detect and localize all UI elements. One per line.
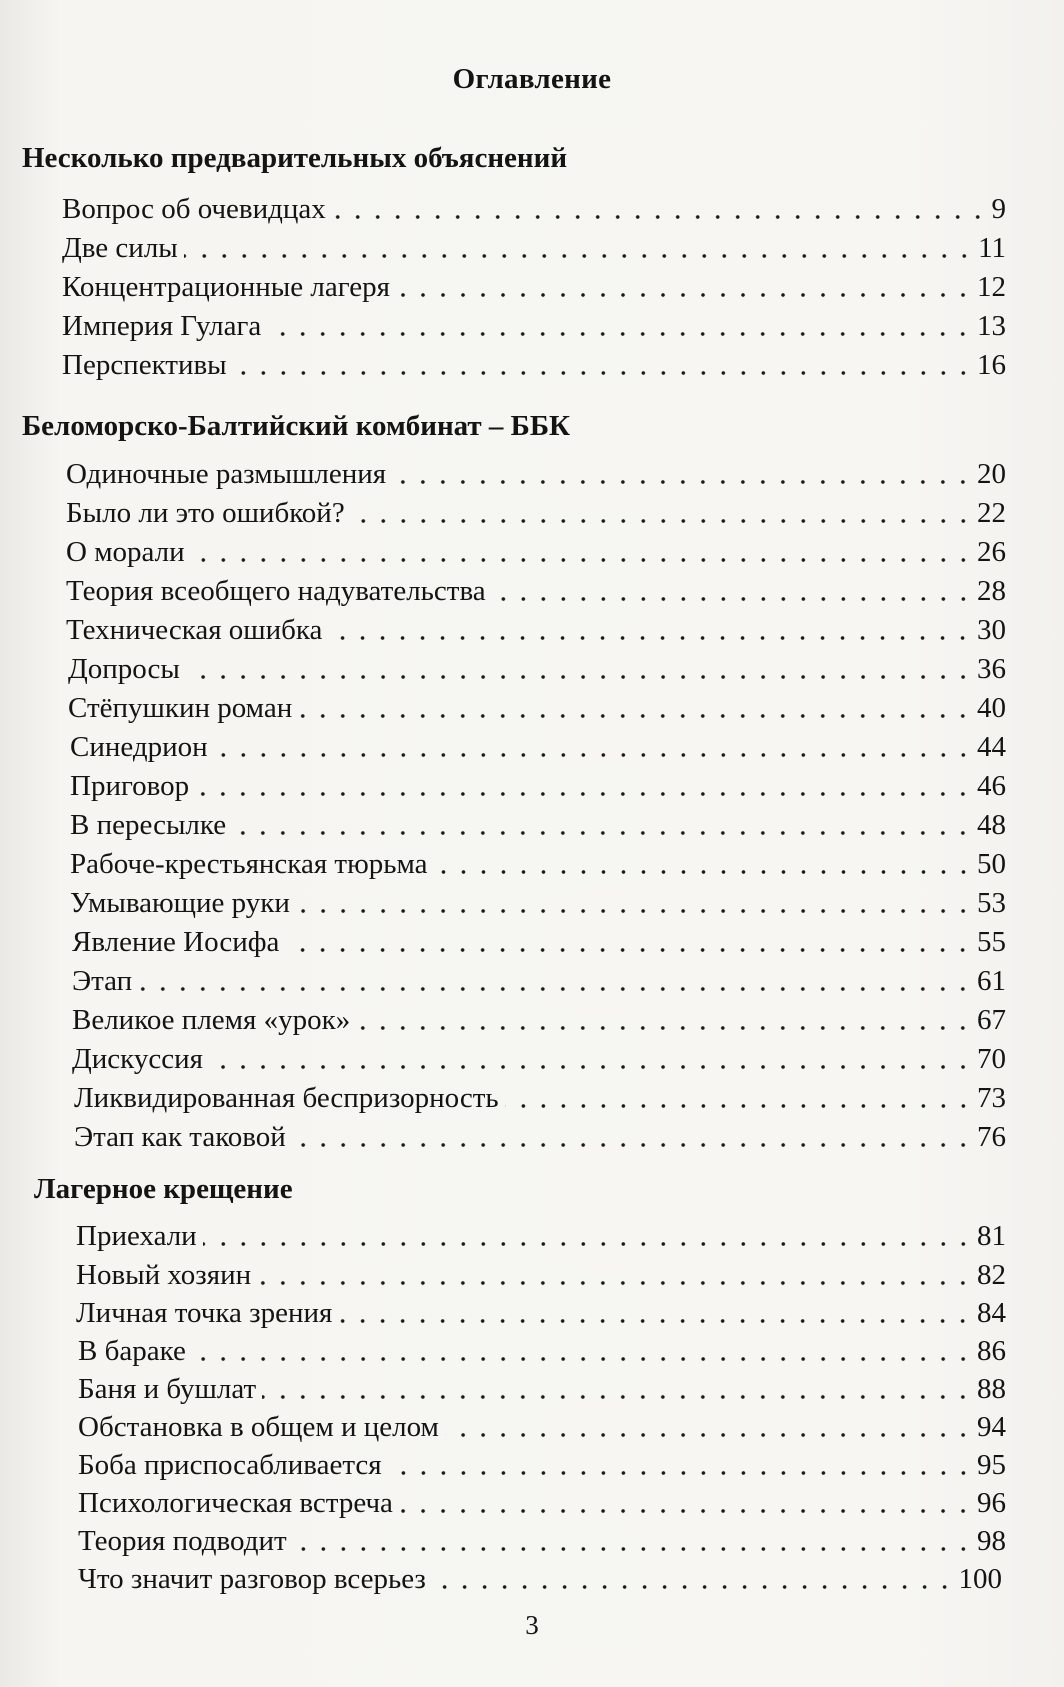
toc-entry-label: Обстановка в общем и целом — [78, 1411, 439, 1443]
toc-entry-label: Перспективы — [62, 349, 227, 381]
toc-entry-label: Теория всеобщего надувательства — [66, 575, 486, 607]
toc-entry-label: Великое племя «урок» — [72, 1004, 351, 1036]
dot-leader — [232, 831, 973, 835]
toc-entry-page: 81 — [977, 1220, 1006, 1252]
toc-entry-page: 82 — [977, 1259, 1006, 1291]
toc-entry[interactable] — [62, 346, 1006, 382]
dot-leader — [262, 1395, 973, 1399]
toc-entry-page: 67 — [977, 1004, 1006, 1036]
toc-entry[interactable] — [78, 1560, 1002, 1596]
dot-leader — [195, 792, 973, 796]
toc-entry[interactable] — [72, 923, 1006, 959]
toc-entry-page: 20 — [977, 458, 1006, 490]
dot-leader — [203, 1242, 973, 1246]
toc-entry-page: 55 — [977, 926, 1006, 958]
dot-leader — [356, 1026, 973, 1030]
toc-entry-page: 9 — [991, 193, 1006, 225]
dot-leader — [505, 1104, 973, 1108]
toc-entry[interactable] — [74, 1079, 1006, 1115]
toc-entry-label: Этап — [72, 965, 133, 997]
dot-leader — [214, 753, 973, 757]
toc-entry-page: 50 — [977, 848, 1006, 880]
dot-leader — [388, 1471, 973, 1475]
toc-entry[interactable] — [70, 845, 1006, 881]
toc-entry[interactable] — [66, 572, 1006, 608]
toc-entry[interactable] — [78, 1446, 1006, 1482]
dot-leader — [396, 293, 973, 297]
dot-leader — [399, 1509, 973, 1513]
toc-entry-page: 22 — [977, 497, 1006, 529]
toc-entry-page: 86 — [977, 1335, 1006, 1367]
toc-entry-page: 53 — [977, 887, 1006, 919]
toc-entry-label: В бараке — [78, 1335, 186, 1367]
toc-entry[interactable] — [78, 1370, 1006, 1406]
toc-entry[interactable] — [70, 767, 1006, 803]
page-title: Оглавление — [452, 63, 612, 95]
toc-entry[interactable] — [66, 494, 1006, 530]
toc-entry[interactable] — [76, 1256, 1006, 1292]
toc-entry-page: 16 — [977, 349, 1006, 381]
toc-entry[interactable] — [68, 689, 1006, 725]
toc-entry-label: Приговор — [70, 770, 190, 802]
section-heading: Несколько предварительных объяснений — [22, 142, 568, 174]
toc-entry-label: Техническая ошибка — [66, 614, 323, 646]
dot-leader — [328, 636, 973, 640]
toc-entry-label: Умывающие руки — [70, 887, 290, 919]
toc-entry[interactable] — [62, 268, 1006, 304]
toc-entry-label: Одиночные размышления — [66, 458, 387, 490]
toc-entry[interactable] — [70, 884, 1006, 920]
toc-entry-page: 96 — [977, 1487, 1006, 1519]
toc-entry[interactable] — [78, 1522, 1006, 1558]
toc-entry[interactable] — [72, 1040, 1006, 1076]
toc-entry-label: Приехали — [76, 1220, 197, 1252]
toc-entry-page: 100 — [958, 1563, 1002, 1595]
toc-entry[interactable] — [62, 229, 1006, 265]
dot-leader — [293, 1547, 973, 1551]
toc-entry-label: Явление Иосифа — [72, 926, 280, 958]
dot-leader — [338, 1319, 973, 1323]
dot-leader — [186, 675, 973, 679]
dot-leader — [445, 1433, 973, 1437]
dot-leader — [184, 254, 974, 258]
toc-entry-label: Новый хозяин — [76, 1259, 252, 1291]
toc-entry-page: 94 — [977, 1411, 1006, 1443]
toc-entry-page: 36 — [977, 653, 1006, 685]
toc-entry-label: Ликвидированная беспризорность — [74, 1082, 499, 1114]
toc-entry[interactable] — [62, 190, 1006, 226]
toc-entry-label: Боба приспосабливается — [78, 1449, 382, 1481]
toc-entry-label: Вопрос об очевидцах — [62, 193, 326, 225]
toc-entry-label: Дискуссия — [72, 1043, 203, 1075]
toc-entry-label: В пересылке — [70, 809, 227, 841]
toc-entry-page: 44 — [977, 731, 1006, 763]
dot-leader — [492, 597, 973, 601]
dot-leader — [192, 1357, 973, 1361]
dot-leader — [209, 1065, 973, 1069]
toc-entry[interactable] — [66, 533, 1006, 569]
toc-entry-page: 88 — [977, 1373, 1006, 1405]
dot-leader — [392, 480, 973, 484]
toc-entry-label: Психологическая встреча — [78, 1487, 393, 1519]
toc-entry[interactable] — [72, 1001, 1006, 1037]
toc-entry-page: 46 — [977, 770, 1006, 802]
toc-entry[interactable] — [62, 307, 1006, 343]
dot-leader — [285, 948, 973, 952]
dot-leader — [292, 1143, 973, 1147]
toc-entry-page: 73 — [977, 1082, 1006, 1114]
toc-entry-label: Концентрационные лагеря — [62, 271, 390, 303]
toc-entry[interactable] — [78, 1484, 1006, 1520]
toc-entry[interactable] — [72, 962, 1006, 998]
toc-entry-page: 95 — [977, 1449, 1006, 1481]
toc-entry-page: 11 — [978, 232, 1006, 264]
toc-entry-page: 61 — [977, 965, 1006, 997]
toc-entry-page: 26 — [977, 536, 1006, 568]
toc-entry-label: Теория подводит — [78, 1525, 287, 1557]
dot-leader — [191, 558, 973, 562]
toc-entry-label: Было ли это ошибкой? — [66, 497, 345, 529]
page-number: 3 — [525, 1610, 539, 1640]
toc-entry-label: Стёпушкин роман — [68, 692, 293, 724]
dot-leader — [298, 714, 973, 718]
toc-entry-page: 40 — [977, 692, 1006, 724]
dot-leader — [332, 215, 988, 219]
toc-entry[interactable] — [66, 611, 1006, 647]
toc-entry-page: 48 — [977, 809, 1006, 841]
toc-entry-label: Империя Гулага — [62, 310, 262, 342]
toc-entry-page: 12 — [977, 271, 1006, 303]
toc-entry-label: Рабоче-крестьянская тюрьма — [70, 848, 428, 880]
dot-leader — [296, 909, 973, 913]
toc-entry-page: 84 — [977, 1297, 1006, 1329]
toc-entry-label: О морали — [66, 536, 185, 568]
toc-entry[interactable] — [70, 806, 1006, 842]
dot-leader — [267, 332, 973, 336]
toc-entry-label: Личная точка зрения — [76, 1297, 333, 1329]
toc-entry-label: Что значит разговор всерьез — [78, 1563, 426, 1595]
toc-entry[interactable] — [74, 1118, 1006, 1154]
toc-entry[interactable] — [76, 1294, 1006, 1330]
toc-entry-page: 70 — [977, 1043, 1006, 1075]
toc-entry-page: 76 — [977, 1121, 1006, 1153]
toc-entry[interactable] — [68, 650, 1006, 686]
toc-entry-page: 30 — [977, 614, 1006, 646]
toc-entry[interactable] — [70, 728, 1006, 764]
toc-entry[interactable] — [78, 1332, 1006, 1368]
toc-entry-page: 13 — [977, 310, 1006, 342]
dot-leader — [233, 371, 973, 375]
dot-leader — [432, 1585, 955, 1589]
toc-entry-page: 98 — [977, 1525, 1006, 1557]
toc-entry[interactable] — [66, 455, 1006, 491]
toc-entry-label: Допросы — [68, 653, 180, 685]
toc-entry-page: 28 — [977, 575, 1006, 607]
dot-leader — [434, 870, 973, 874]
toc-entry-label: Баня и бушлат — [78, 1373, 257, 1405]
toc-entry-label: Этап как таковой — [74, 1121, 286, 1153]
toc-entry-label: Синедрион — [70, 731, 208, 763]
section-heading: Лагерное крещение — [34, 1173, 293, 1205]
dot-leader — [257, 1281, 973, 1285]
toc-entry-label: Две силы — [62, 232, 178, 264]
toc-entry[interactable] — [76, 1217, 1006, 1253]
dot-leader — [351, 519, 973, 523]
section-heading: Беломорско-Балтийский комбинат – ББК — [22, 410, 571, 442]
toc-entry[interactable] — [78, 1408, 1006, 1444]
dot-leader — [138, 987, 973, 991]
